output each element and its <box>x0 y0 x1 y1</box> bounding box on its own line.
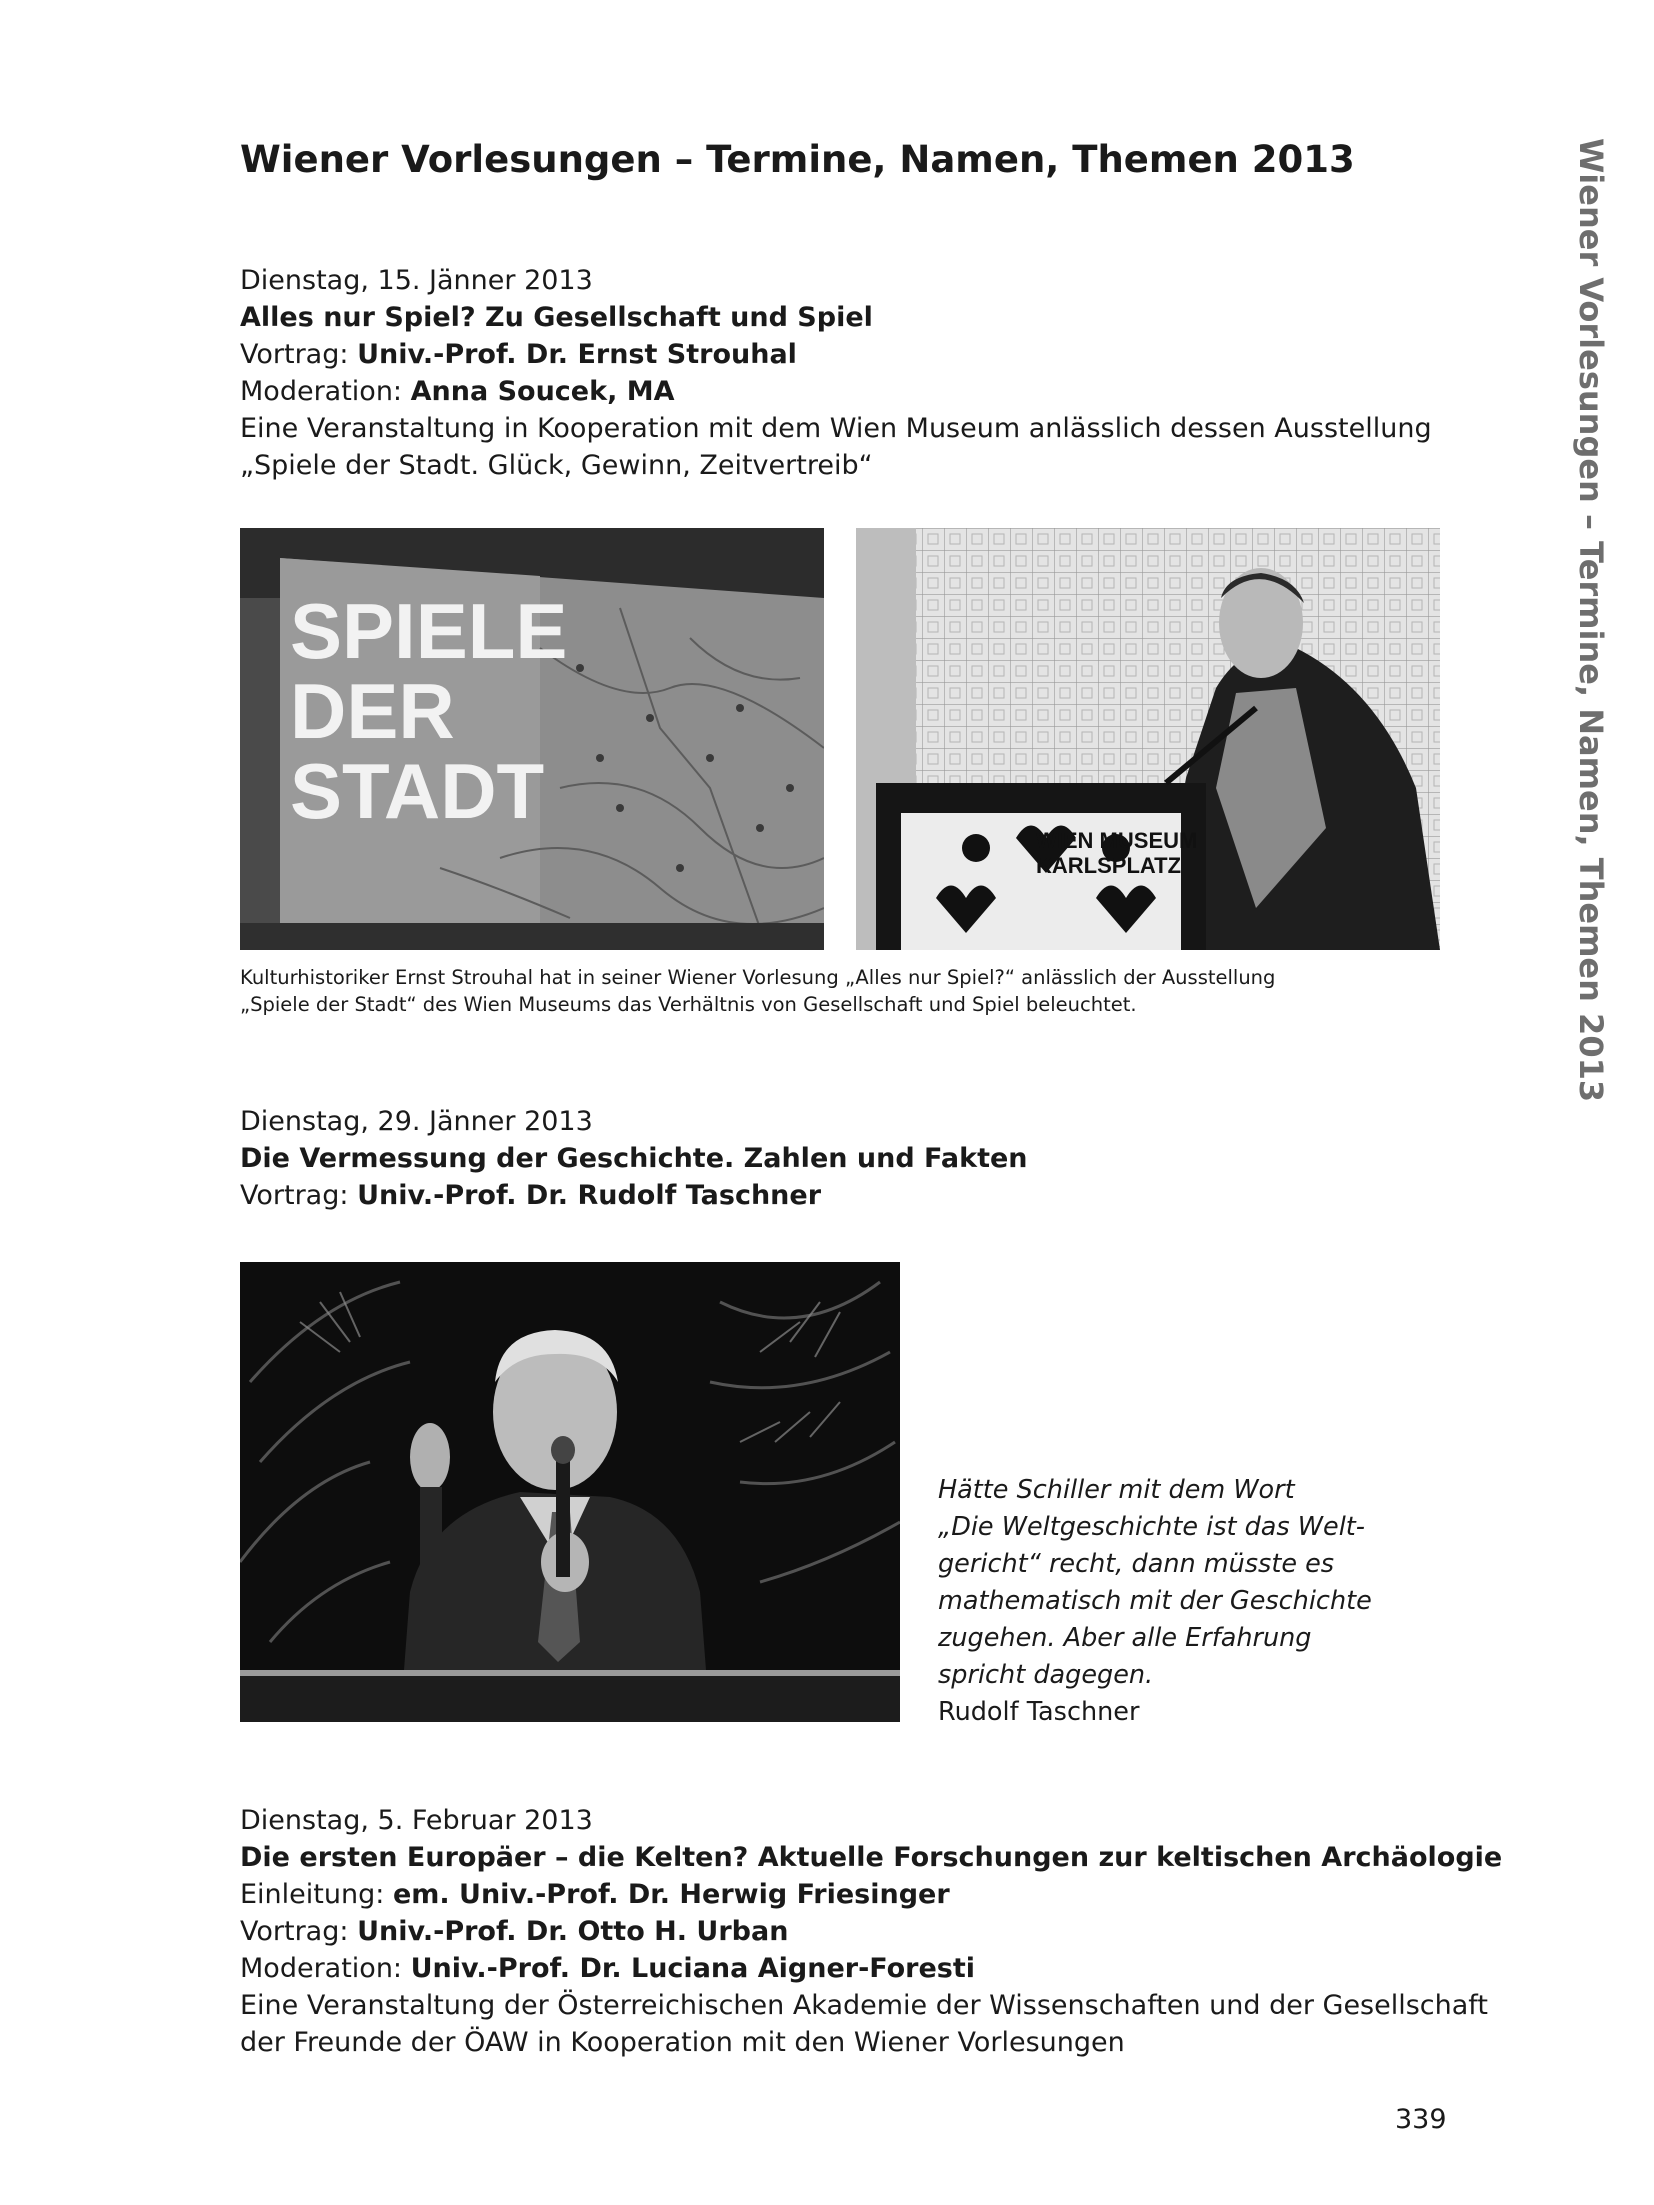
intro-name: em. Univ.-Prof. Dr. Herwig Friesinger <box>392 1879 950 1910</box>
moderation-name: Anna Soucek, MA <box>410 376 675 407</box>
quote-block <box>938 1472 1372 1731</box>
event-moderation-line <box>240 1950 1502 1987</box>
page-number: 339 <box>1395 2104 1447 2135</box>
speaker-label: Vortrag: <box>240 1916 349 1947</box>
exhibition-photo <box>240 528 824 950</box>
speaker-name: Univ.-Prof. Dr. Otto H. Urban <box>357 1916 789 1947</box>
event-note-line-2: der Freunde der ÖAW in Kooperation mit den Wiener Vorlesungen <box>240 2027 1125 2058</box>
event-moderation-line <box>240 373 1432 410</box>
caption-line-1: Kulturhistoriker Ernst Strouhal hat in seiner Wiener Vorlesung „Alles nur Spiel?“ anlässlich der Ausstellung <box>240 966 1276 989</box>
speaker-taschner-photo <box>240 1262 900 1722</box>
sign-line-1: SPIELE <box>290 587 568 675</box>
event-date: Dienstag, 5. Februar 2013 <box>240 1805 593 1836</box>
side-running-title: Wiener Vorlesungen – Termine, Namen, Themen 2013 <box>1572 138 1610 1103</box>
event-1 <box>240 262 1432 484</box>
event-3 <box>240 1802 1502 2061</box>
event-title: Alles nur Spiel? Zu Gesellschaft und Spiel <box>240 302 873 333</box>
sign-line-2: DER <box>290 667 455 755</box>
lectern-sign-line-2: KARLSPLATZ <box>1036 853 1182 878</box>
quote-line-3: gericht“ recht, dann müsste es <box>938 1549 1335 1579</box>
speaker-strouhal-photo <box>856 528 1440 950</box>
event-title: Die Vermessung der Geschichte. Zahlen und Fakten <box>240 1143 1028 1174</box>
speaker-label: Vortrag: <box>240 339 349 370</box>
quote-author: Rudolf Taschner <box>938 1697 1140 1727</box>
speaker-name: Univ.-Prof. Dr. Ernst Strouhal <box>357 339 797 370</box>
intro-label: Einleitung: <box>240 1879 385 1910</box>
event-2 <box>240 1103 1028 1214</box>
quote-line-2: „Die Weltgeschichte ist das Welt- <box>938 1512 1365 1542</box>
event-speaker-line <box>240 1913 1502 1950</box>
moderation-name: Univ.-Prof. Dr. Luciana Aigner-Foresti <box>410 1953 976 1984</box>
speaker-label: Vortrag: <box>240 1180 349 1211</box>
event-title: Die ersten Europäer – die Kelten? Aktuelle Forschungen zur keltischen Archäologie <box>240 1842 1503 1873</box>
moderation-label: Moderation: <box>240 1953 403 1984</box>
quote-line-1: Hätte Schiller mit dem Wort <box>938 1475 1295 1505</box>
page-title: Wiener Vorlesungen – Termine, Namen, Themen 2013 <box>240 138 1355 181</box>
event-note-line-2: „Spiele der Stadt. Glück, Gewinn, Zeitvertreib“ <box>240 450 873 481</box>
moderation-label: Moderation: <box>240 376 403 407</box>
event-speaker-line <box>240 336 1432 373</box>
quote-line-4: mathematisch mit der Geschichte <box>938 1586 1372 1616</box>
quote-line-5: zugehen. Aber alle Erfahrung <box>938 1623 1312 1653</box>
event-intro-line <box>240 1876 1502 1913</box>
caption-line-2: „Spiele der Stadt“ des Wien Museums das Verhältnis von Gesellschaft und Spiel beleuchtet. <box>240 993 1137 1016</box>
lectern-sign-line-1: WIEN MUSEUM <box>1036 828 1198 853</box>
photo-caption <box>240 964 1275 1018</box>
quote-line-6: spricht dagegen. <box>938 1660 1154 1690</box>
event-speaker-line <box>240 1177 1028 1214</box>
event-date: Dienstag, 29. Jänner 2013 <box>240 1106 593 1137</box>
speaker-name: Univ.-Prof. Dr. Rudolf Taschner <box>357 1180 822 1211</box>
event-note-line-1: Eine Veranstaltung in Kooperation mit dem Wien Museum anlässlich dessen Ausstellung <box>240 413 1432 444</box>
event-note-line-1: Eine Veranstaltung der Österreichischen Akademie der Wissenschaften und der Gesellschaft <box>240 1990 1488 2021</box>
sign-line-3: STADT <box>290 747 545 835</box>
event-date: Dienstag, 15. Jänner 2013 <box>240 265 593 296</box>
